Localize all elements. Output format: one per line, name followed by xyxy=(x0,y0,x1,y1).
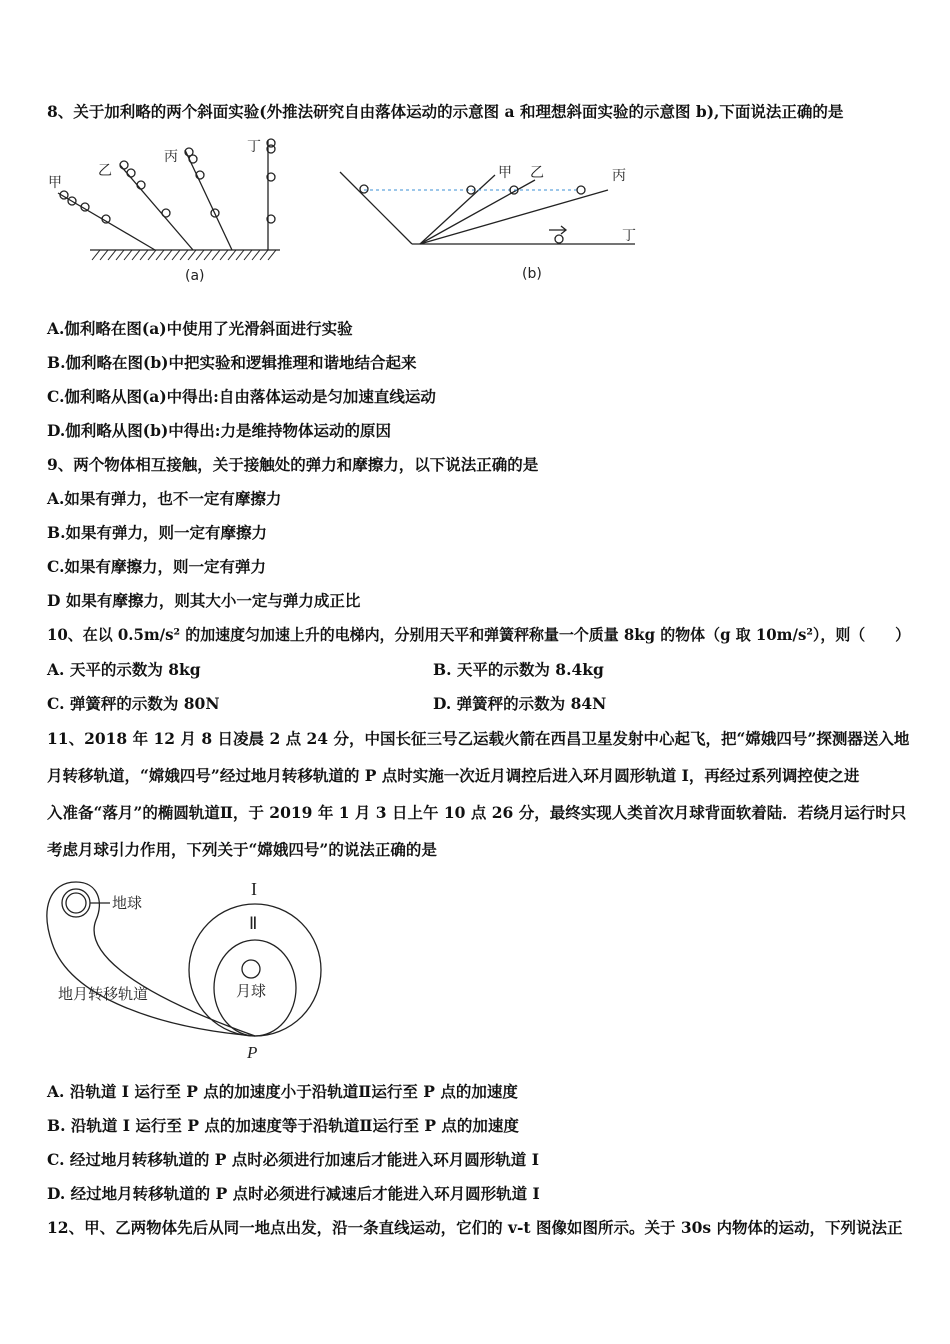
label-orbit-ii: Ⅱ xyxy=(249,914,258,933)
q9-option-c: C.如果有摩擦力，则一定有弹力 xyxy=(47,557,266,576)
fig-a-label-bing: 丙 xyxy=(164,149,178,165)
label-orbit-i: I xyxy=(251,879,257,899)
q8-option-b: B.伽利略在图(b)中把实验和逻辑推理和谐地结合起来 xyxy=(47,353,417,372)
q8-option-d: D.伽利略从图(b)中得出:力是维持物体运动的原因 xyxy=(47,421,392,440)
q8-option-a: A.伽利略在图(a)中使用了光滑斜面进行实验 xyxy=(47,319,353,338)
fig-b-caption: (b) xyxy=(522,266,542,282)
q11-option-d: D. 经过地月转移轨道的 P 点时必须进行减速后才能进入环月圆形轨道 I xyxy=(47,1184,540,1203)
q10-option-b: B. 天平的示数为 8.4kg xyxy=(433,660,604,679)
q11-stem-line-4: 考虑月球引力作用，下列关于“嫦娥四号”的说法正确的是 xyxy=(47,840,437,859)
q11-stem-line-1: 11、2018 年 12 月 8 日凌晨 2 点 24 分，中国长征三号乙运载火箭在西昌卫星发射中心起飞，把“嫦娥四号”探测器送入地 xyxy=(47,729,910,748)
label-point-p: P xyxy=(247,1043,258,1062)
q9-option-b: B.如果有弹力，则一定有摩擦力 xyxy=(47,523,267,542)
fig-a-caption: (a) xyxy=(185,268,205,284)
label-transfer-orbit: 地月转移轨道 xyxy=(58,985,149,1003)
q8-option-c: C.伽利略从图(a)中得出:自由落体运动是匀加速直线运动 xyxy=(47,387,436,406)
fig-b-label-yi: 乙 xyxy=(530,165,544,181)
label-moon: 月球 xyxy=(236,982,267,1000)
q11-option-c: C. 经过地月转移轨道的 P 点时必须进行加速后才能进入环月圆形轨道 I xyxy=(47,1150,539,1169)
q11-option-b: B. 沿轨道 I 运行至 P 点的加速度等于沿轨道Ⅱ运行至 P 点的加速度 xyxy=(47,1116,519,1135)
fig-a-label-jia: 甲 xyxy=(48,175,62,191)
q12-stem: 12、甲、乙两物体先后从同一地点出发，沿一条直线运动，它们的 v-t 图像如图所示。关于 30s 内物体的运动，下列说法正 xyxy=(47,1218,903,1237)
q11-option-a: A. 沿轨道 I 运行至 P 点的加速度小于沿轨道Ⅱ运行至 P 点的加速度 xyxy=(47,1082,518,1101)
q11-stem-line-3: 入准备“落月”的椭圆轨道Ⅱ，于 2019 年 1 月 3 日上午 10 点 26 分，最终实现人类首次月球背面软着陆．若绕月运行时只 xyxy=(47,803,907,822)
fig-b-label-bing: 丙 xyxy=(612,168,626,184)
q10-stem: 10、在以 0.5m/s² 的加速度匀加速上升的电梯内，分别用天平和弹簧秤称量一个质量 8kg 的物体（g 取 10m/s²），则（ ） xyxy=(47,625,911,644)
q10-option-d: D. 弹簧秤的示数为 84N xyxy=(433,694,607,713)
figure-a-inclines xyxy=(40,135,290,285)
q10-option-a: A. 天平的示数为 8kg xyxy=(47,660,201,679)
fig-b-label-ding: 丁 xyxy=(622,228,636,244)
q11-stem-line-2: 月转移轨道，“嫦娥四号”经过地月转移轨道的 P 点时实施一次近月调控后进入环月圆形轨道 I，再经过系列调控使之进 xyxy=(47,766,860,785)
figure-b-ideal-incline xyxy=(330,150,650,285)
q10-option-c: C. 弹簧秤的示数为 80N xyxy=(47,694,220,713)
fig-a-label-yi: 乙 xyxy=(98,163,112,179)
label-earth: 地球 xyxy=(112,894,143,912)
fig-a-label-ding: 丁 xyxy=(247,139,261,155)
q9-option-d: D 如果有摩擦力，则其大小一定与弹力成正比 xyxy=(47,591,361,610)
fig-b-label-jia: 甲 xyxy=(498,165,512,181)
q9-stem: 9、两个物体相互接触，关于接触处的弹力和摩擦力，以下说法正确的是 xyxy=(47,455,539,474)
q8-stem: 8、关于加利略的两个斜面实验(外推法研究自由落体运动的示意图 a 和理想斜面实验的示意图 b),下面说法正确的是 xyxy=(47,102,844,121)
q9-option-a: A.如果有弹力，也不一定有摩擦力 xyxy=(47,489,282,508)
figure-lunar-orbits xyxy=(40,868,340,1063)
